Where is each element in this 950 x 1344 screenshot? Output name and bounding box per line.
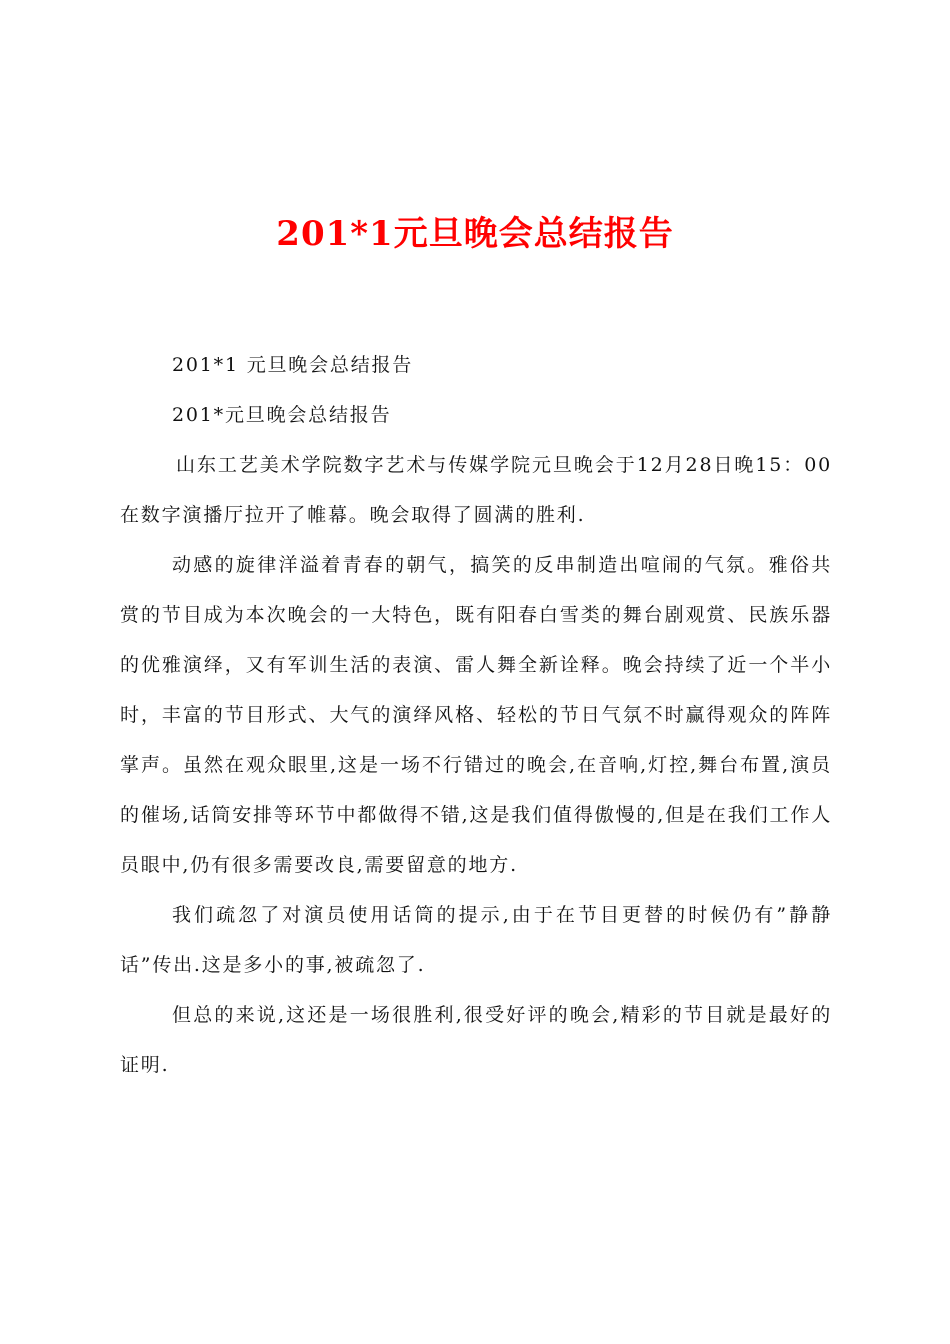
paragraph-2: 动感的旋律洋溢着青春的朝气，搞笑的反串制造出喧闹的气氛。雅俗共赏的节目成为本次晚会的一大特色，既有阳春白雪类的舞台剧观赏、民族乐器的优雅演绎，又有军训生活的表演、雷人舞全新诠释。晚会持续了近一个半小时，丰富的节目形式、大气的演绎风格、轻松的节日气氛不时赢得观众的阵阵掌声。虽然在观众眼里,这是一场不行错过的晚会,在音响,灯控,舞台布置,演员的催场,话筒安排等环节中都做得不错,这是我们值得傲慢的,但是在我们工作人员眼中,仍有很多需要改良,需要留意的地方. <box>120 554 832 876</box>
document-body <box>120 340 832 1090</box>
document-title: 201*1元旦晚会总结报告 <box>276 214 674 254</box>
subtitle-line-2: 201*元旦晚会总结报告 <box>172 404 392 426</box>
paragraph-3: 我们疏忽了对演员使用话筒的提示,由于在节目更替的时候仍有”静静话”传出.这是多小的事,被疏忽了. <box>120 904 832 976</box>
subtitle-line-1: 201*1 元旦晚会总结报告 <box>172 354 414 376</box>
paragraph-4: 但总的来说,这还是一场很胜利,很受好评的晚会,精彩的节目就是最好的证明. <box>120 1004 832 1076</box>
paragraph-1: 山东工艺美术学院数字艺术与传媒学院元旦晚会于12月28日晚15：00在数字演播厅拉开了帷幕。晚会取得了圆满的胜利. <box>120 454 832 526</box>
